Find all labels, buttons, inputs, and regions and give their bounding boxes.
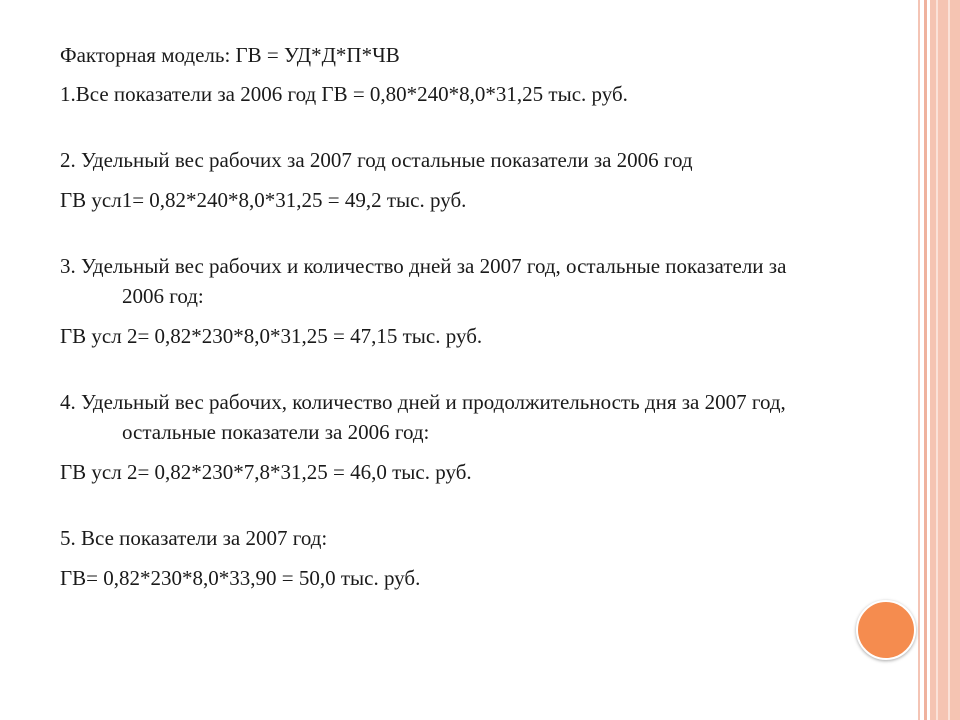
slide-body: [60, 40, 900, 593]
item-4-heading: 4. Удельный вес рабочих, количество дней и продолжительность дня за 2007 год,: [60, 390, 786, 414]
item-5-formula: ГВ= 0,82*230*8,0*33,90 = 50,0 тыс. руб.: [60, 566, 421, 590]
decor-circle: [856, 600, 916, 660]
decor-stripe: [924, 0, 927, 720]
item-3-heading-cont: 2006 год:: [122, 284, 204, 308]
item-3-formula: ГВ усл 2= 0,82*230*8,0*31,25 = 47,15 тыс. руб.: [60, 324, 483, 348]
decor-stripe: [918, 0, 920, 720]
item-4-heading-cont: остальные показатели за 2006 год:: [122, 420, 430, 444]
item-1-line: 1.Все показатели за 2006 год ГВ = 0,80*240*8,0*31,25 тыс. руб.: [60, 82, 628, 106]
decor-stripe: [930, 0, 960, 720]
item-4-formula: ГВ усл 2= 0,82*230*7,8*31,25 = 46,0 тыс. руб.: [60, 460, 472, 484]
decor-stripe: [948, 0, 950, 720]
factor-model-line: Факторная модель: ГВ = УД*Д*П*ЧВ: [60, 43, 400, 67]
decor-stripe: [936, 0, 938, 720]
item-2-heading: 2. Удельный вес рабочих за 2007 год остальные показатели за 2006 год: [60, 148, 693, 172]
item-2-formula: ГВ усл1= 0,82*240*8,0*31,25 = 49,2 тыс. руб.: [60, 188, 467, 212]
item-5-heading: 5. Все показатели за 2007 год:: [60, 526, 328, 550]
item-3-heading: 3. Удельный вес рабочих и количество дней за 2007 год, остальные показатели за: [60, 254, 787, 278]
